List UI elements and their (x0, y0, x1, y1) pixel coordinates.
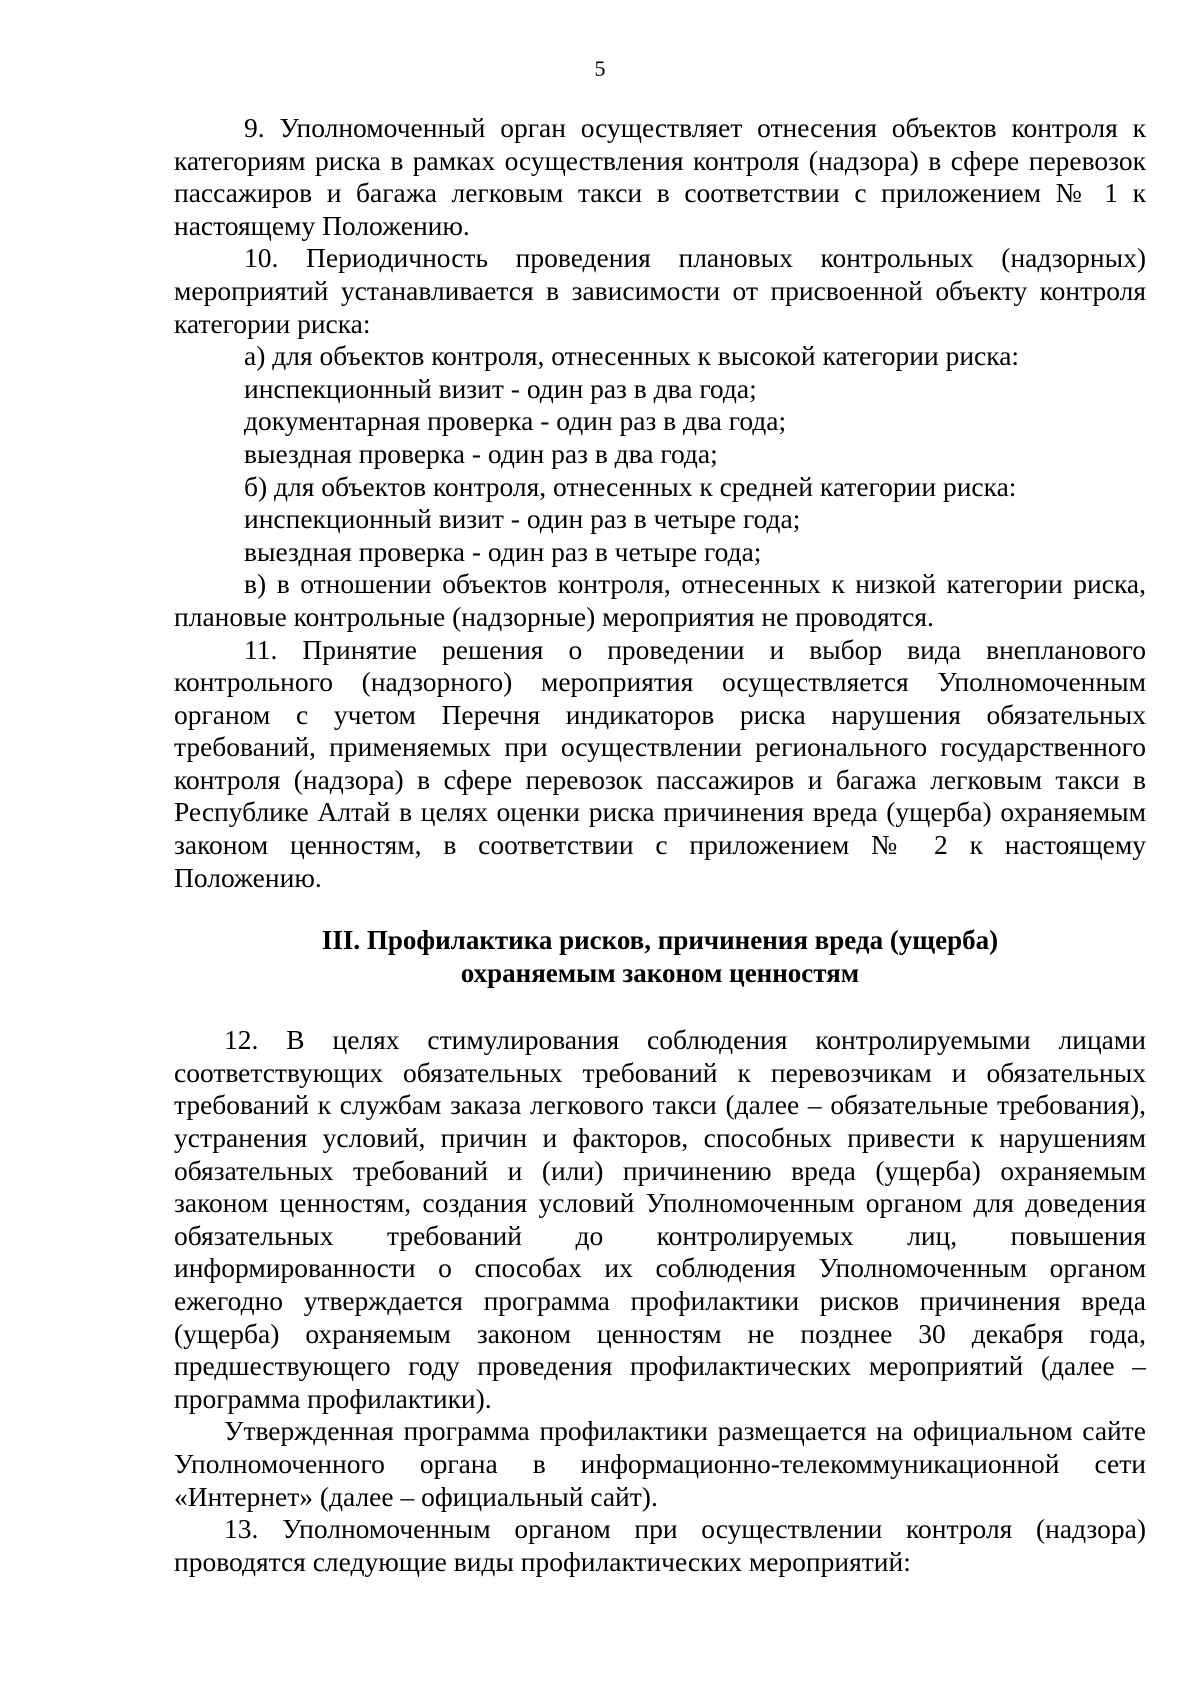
paragraph-13: 13. Уполномоченным органом при осуществлении контроля (надзора) проводятся следующие виды профилактических мероприятий: (174, 1513, 1146, 1577)
list-item-a-documentary: документарная проверка - один раз в два года; (244, 405, 787, 437)
paragraph-9: 9. Уполномоченный орган осуществляет отнесения объектов контроля к категориям риска в рамках осуществления контроля (надзора) в сфере перевозок пассажиров и багажа легковым такси в соответствии с приложением № 1 к настоящему Положению. (174, 112, 1146, 241)
document-body (174, 112, 1146, 1578)
section-heading (174, 924, 1146, 990)
page-number: 5 (594, 56, 606, 81)
list-item-a: а) для объектов контроля, отнесенных к высокой категории риска: (244, 340, 1020, 372)
list-item-a-onsite: выездная проверка - один раз в два года; (244, 437, 718, 469)
list-item-b-onsite: выездная проверка - один раз в четыре года; (244, 535, 762, 567)
paragraph-11: 11. Принятие решения о проведении и выбор вида внепланового контрольного (надзорного) мероприятия осуществляется Уполномоченным органом с учетом Перечня индикаторов риска нарушения обязательных требований, применяемых при осуществлении регионального государственного контроля (надзора) в сфере перевозок пассажиров и багажа легковым такси в Республике Алтай в целях оценки риска причинения вреда (ущерба) охраняемым законом ценностям, в соответствии с приложением № 2 к настоящему Положению. (174, 633, 1146, 893)
list-item-b: б) для объектов контроля, отнесенных к средней категории риска: (244, 470, 1017, 502)
section-heading-line-2: охраняемым законом ценностям (460, 958, 860, 989)
paragraph-10: 10. Периодичность проведения плановых контрольных (надзорных) мероприятий устанавливается в зависимости от присвоенной объекту контроля категории риска: (174, 242, 1146, 339)
paragraph-12: 12. В целях стимулирования соблюдения контролируемыми лицами соответствующих обязательных требований к перевозчикам и обязательных требований к службам заказа легкового такси (далее – обязательные требования), устранения условий, причин и факторов, способных привести к нарушениям обязательных требований и (или) причинению вреда (ущерба) охраняемым законом ценностям, создания условий Уполномоченным органом для доведения обязательных требований до контролируемых лиц, повышения информированности о способах их соблюдения Уполномоченным органом ежегодно утверждается программа профилактики рисков причинения вреда (ущерба) охраняемым законом ценностям не позднее 30 декабря года, предшествующего году проведения профилактических мероприятий (далее – программа профилактики). (174, 1024, 1146, 1414)
list-item-b-inspection: инспекционный визит - один раз в четыре года; (244, 503, 801, 535)
list-item-a-inspection: инспекционный визит - один раз в два года; (244, 372, 757, 404)
list-item-v: в) в отношении объектов контроля, отнесенных к низкой категории риска, плановые контрольные (надзорные) мероприятия не проводятся. (174, 568, 1146, 632)
paragraph-12-program: Утвержденная программа профилактики размещается на официальном сайте Уполномоченного органа в информационно-телекоммуникационной сети «Интернет» (далее – официальный сайт). (174, 1415, 1146, 1512)
section-heading-line-1: III. Профилактика рисков, причинения вреда (ущерба) (321, 925, 999, 956)
